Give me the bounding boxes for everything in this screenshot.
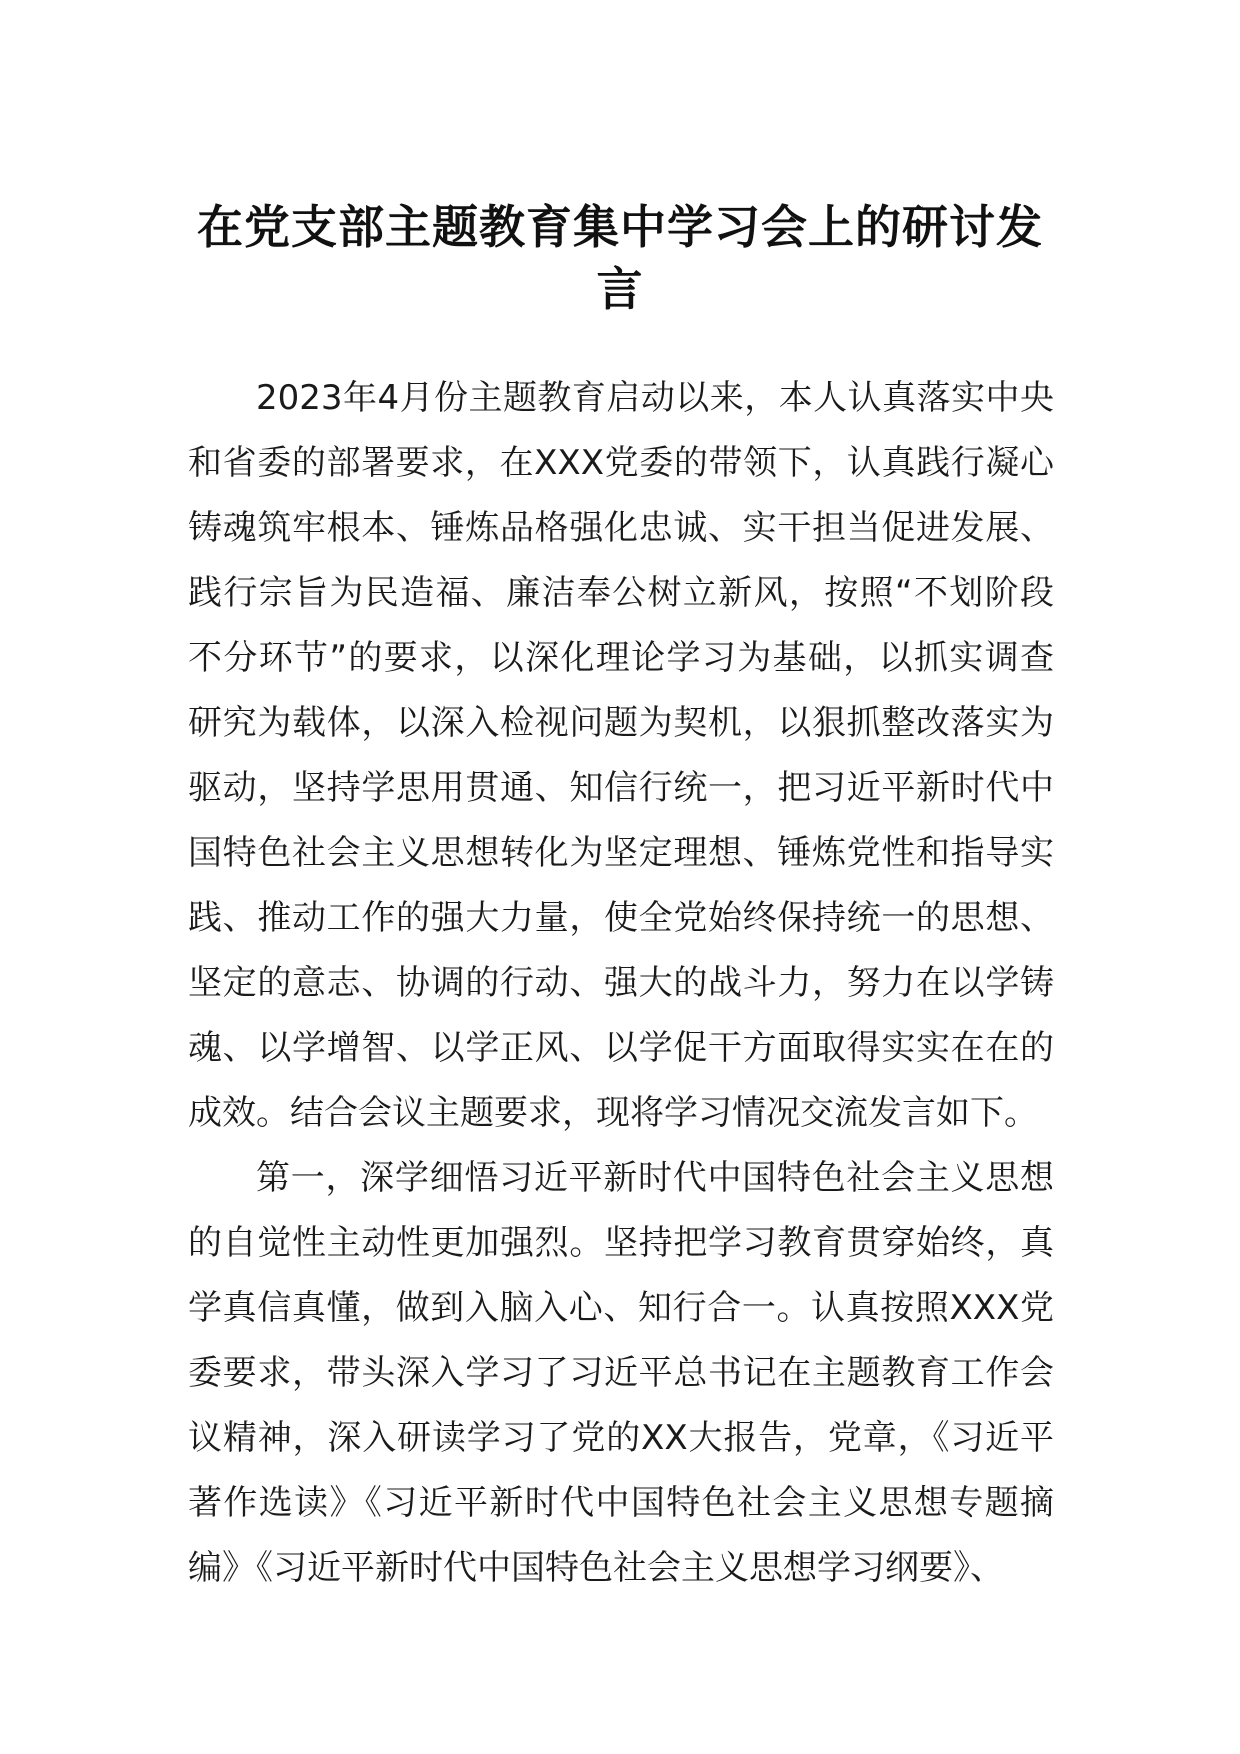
- document-title: 在党支部主题教育集中学习会上的研讨发言: [197, 200, 1043, 316]
- body-paragraph-intro: 2023年4月份主题教育启动以来，本人认真落实中央和省委的部署要求，在XXX党委的带领下，认真践行凝心铸魂筑牢根本、锤炼品格强化忠诚、实干担当促进发展、践行宗旨为民造福、廉洁奉公树立新风，按照“不划阶段不分环节”的要求，以深化理论学习为基础，以抓实调查研究为载体，以深入检视问题为契机，以狠抓整改落实为驱动，坚持学思用贯通、知信行统一，把习近平新时代中国特色社会主义思想转化为坚定理想、锤炼党性和指导实践、推动工作的强大力量，使全党始终保持统一的思想、坚定的意志、协调的行动、强大的战斗力，努力在以学铸魂、以学增智、以学正风、以学促干方面取得实实在在的成效。结合会议主题要求，现将学习情况交流发言如下。: [188, 378, 1054, 1133]
- document-body: [188, 366, 1054, 1601]
- body-paragraph-first-point: 第一，深学细悟习近平新时代中国特色社会主义思想的自觉性主动性更加强烈。坚持把学习教育贯穿始终，真学真信真懂，做到入脑入心、知行合一。认真按照XXX党委要求，带头深入学习了习近平总书记在主题教育工作会议精神，深入研读学习了党的XX大报告，党章，《习近平著作选读》《习近平新时代中国特色社会主义思想专题摘编》《习近平新时代中国特色社会主义思想学习纲要》、: [188, 1158, 1054, 1588]
